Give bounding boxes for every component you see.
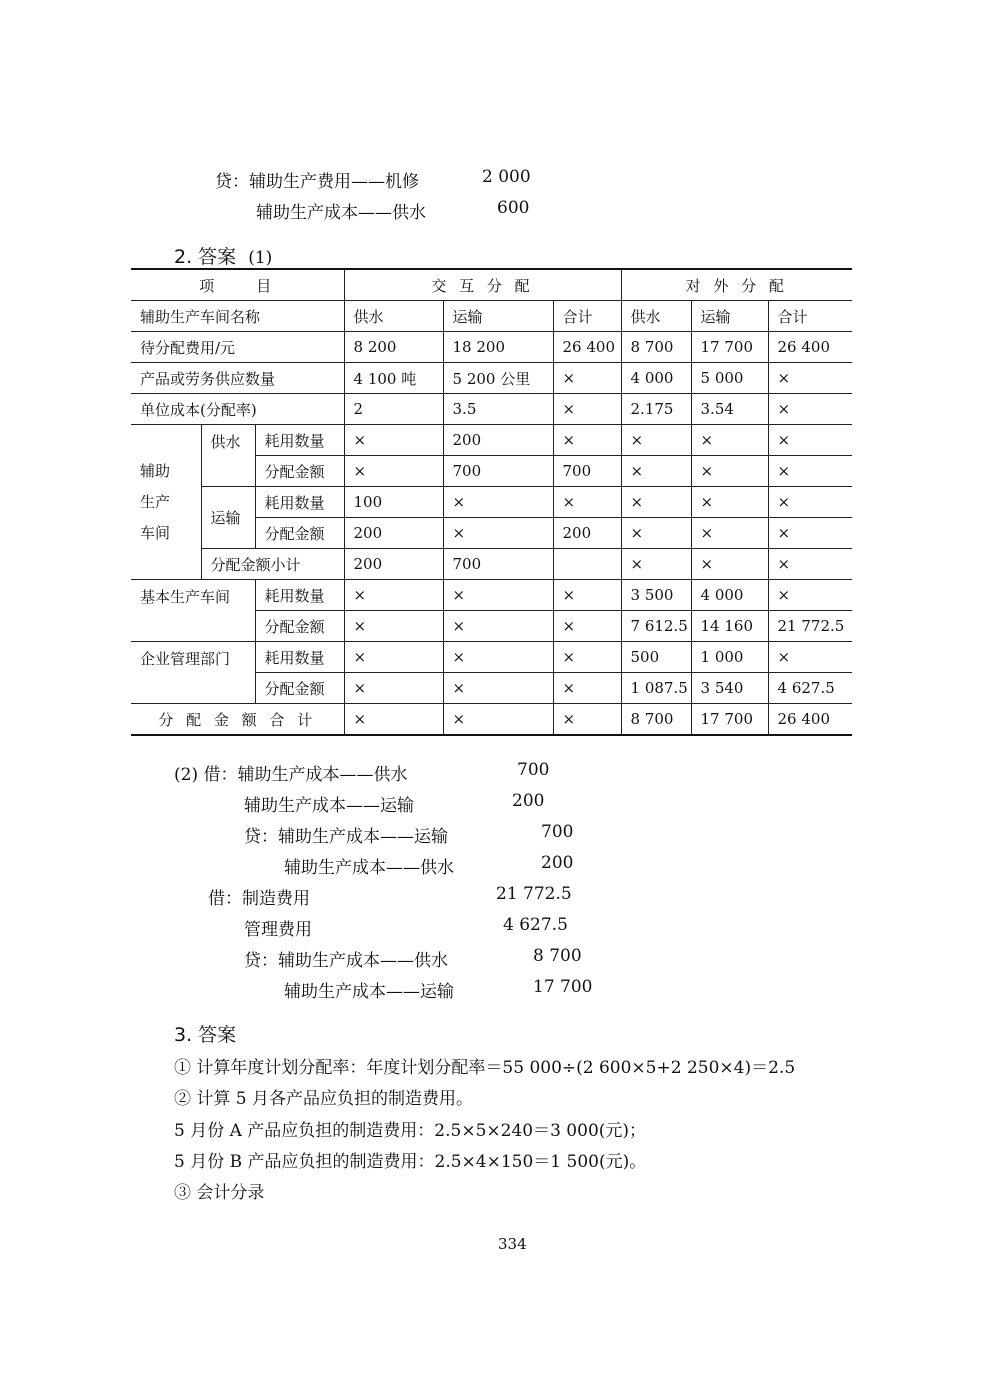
entry-label: 贷：辅助生产费用——机修 (215, 172, 419, 192)
table-cell: 5 200 公里 (443, 363, 553, 394)
table-cell: 8 700 (621, 704, 691, 736)
table-cell: 200 (344, 549, 443, 580)
row-label: 分配金额 (255, 518, 344, 549)
aux-workshop-group-label: 辅助 生产 车间 (131, 425, 201, 580)
table-cell: 合计 (553, 301, 621, 332)
journal-amount: 700 (541, 822, 574, 842)
section-heading (174, 242, 272, 269)
table-row (131, 363, 852, 394)
table-cell: 运输 (691, 301, 768, 332)
row-label: 耗用数量 (255, 487, 344, 518)
table-row (131, 332, 852, 363)
table-cell: × (344, 673, 443, 704)
journal-label: 借：制造费用 (208, 889, 310, 909)
table-cell: 4 000 (621, 363, 691, 394)
table-cell: 运输 (443, 301, 553, 332)
header-item: 项 目 (131, 269, 344, 301)
table-cell: × (443, 580, 553, 611)
journal-amount: 8 700 (533, 946, 582, 966)
table-cell: 200 (344, 518, 443, 549)
row-label: 耗用数量 (255, 580, 344, 611)
table-cell: 3.54 (691, 394, 768, 425)
table-cell: × (621, 456, 691, 487)
page-number: 334 (498, 1235, 527, 1253)
table-cell: 200 (553, 518, 621, 549)
table-cell: × (344, 611, 443, 642)
table-cell: × (553, 611, 621, 642)
table-row (131, 269, 852, 301)
table-cell: 700 (553, 456, 621, 487)
table-cell: × (691, 487, 768, 518)
table-cell: × (691, 549, 768, 580)
table-cell: 17 700 (691, 332, 768, 363)
table-cell: × (768, 642, 852, 673)
table-cell: × (553, 580, 621, 611)
table-cell: × (443, 673, 553, 704)
table-cell: 合计 (768, 301, 852, 332)
row-label: 分配金额 (255, 673, 344, 704)
journal-label: (2) 借：辅助生产成本——供水 (174, 765, 408, 785)
table-cell: 14 160 (691, 611, 768, 642)
journal-label: 辅助生产成本——运输 (284, 982, 454, 1002)
row-label: 分配金额小计 (201, 549, 344, 580)
table-cell: 3 500 (621, 580, 691, 611)
table-cell: × (443, 611, 553, 642)
row-label: 单位成本(分配率) (131, 394, 344, 425)
table-row (131, 425, 852, 456)
table-cell: 100 (344, 487, 443, 518)
row-label-basic-workshop: 基本生产车间 (131, 580, 255, 642)
journal-amount: 17 700 (533, 977, 593, 997)
allocation-table (131, 268, 852, 736)
header-mutual-allocation: 交 互 分 配 (344, 269, 621, 301)
table-cell: × (621, 518, 691, 549)
journal-amount: 700 (517, 760, 550, 780)
text-line: ③ 会计分录 (174, 1183, 265, 1203)
table-cell: × (344, 704, 443, 736)
table-cell: × (443, 518, 553, 549)
table-cell: × (443, 642, 553, 673)
table-row (131, 301, 852, 332)
journal-amount: 21 772.5 (496, 884, 572, 904)
table-cell: × (768, 549, 852, 580)
table-cell: × (691, 456, 768, 487)
table-cell: × (621, 425, 691, 456)
table-cell: 8 200 (344, 332, 443, 363)
table-cell: × (621, 487, 691, 518)
table-row (131, 549, 852, 580)
table-cell: 3.5 (443, 394, 553, 425)
table-cell: × (553, 704, 621, 736)
row-label: 产品或劳务供应数量 (131, 363, 344, 394)
table-cell: × (768, 487, 852, 518)
table-cell: × (553, 487, 621, 518)
table-cell: 4 627.5 (768, 673, 852, 704)
table-cell: × (553, 673, 621, 704)
row-label: 分配金额 (255, 611, 344, 642)
table-row (131, 487, 852, 518)
table-cell: × (443, 487, 553, 518)
table-cell: 700 (443, 456, 553, 487)
table-cell (553, 549, 621, 580)
table-cell: 18 200 (443, 332, 553, 363)
journal-label: 管理费用 (244, 920, 312, 940)
journal-label: 辅助生产成本——运输 (244, 796, 414, 816)
header-external-allocation: 对 外 分 配 (621, 269, 852, 301)
table-cell: 17 700 (691, 704, 768, 736)
section-title: 3. 答案 (174, 1024, 237, 1046)
row-label: 待分配费用/元 (131, 332, 344, 363)
table-cell: 供水 (344, 301, 443, 332)
table-cell: 3 540 (691, 673, 768, 704)
row-label-management-dept: 企业管理部门 (131, 642, 255, 704)
table-cell: 1 000 (691, 642, 768, 673)
table-cell: × (691, 518, 768, 549)
table-cell: × (553, 642, 621, 673)
table-cell: × (768, 518, 852, 549)
table-cell: 供水 (621, 301, 691, 332)
table-cell: × (553, 394, 621, 425)
table-cell: × (344, 425, 443, 456)
entry-amount: 600 (497, 198, 530, 218)
table-cell: 8 700 (621, 332, 691, 363)
table-row (131, 394, 852, 425)
table-cell: 1 087.5 (621, 673, 691, 704)
table-cell: × (621, 549, 691, 580)
table-cell: 26 400 (553, 332, 621, 363)
table-cell: 2.175 (621, 394, 691, 425)
table-row (131, 704, 852, 736)
sub-label-water: 供水 (201, 425, 255, 487)
table-cell: 26 400 (768, 704, 852, 736)
entry-label: 辅助生产成本——供水 (256, 203, 426, 223)
table-cell: 7 612.5 (621, 611, 691, 642)
table-cell: × (344, 580, 443, 611)
table-cell: × (691, 425, 768, 456)
journal-label: 辅助生产成本——供水 (284, 858, 454, 878)
table-cell: × (553, 425, 621, 456)
row-label-grand-total: 分 配 金 额 合 计 (131, 704, 344, 736)
table-cell: 4 000 (691, 580, 768, 611)
text-line: ② 计算 5 月各产品应负担的制造费用。 (174, 1089, 474, 1109)
table-cell: 4 100 吨 (344, 363, 443, 394)
table-cell: 2 (344, 394, 443, 425)
table-cell: × (443, 704, 553, 736)
row-label: 分配金额 (255, 456, 344, 487)
text-line: 5 月份 A 产品应负担的制造费用：2.5×5×240＝3 000(元)； (174, 1121, 647, 1141)
journal-amount: 200 (541, 853, 574, 873)
text-line: 5 月份 B 产品应负担的制造费用：2.5×4×150＝1 500(元)。 (174, 1152, 647, 1172)
sub-label-transport: 运输 (201, 487, 255, 549)
journal-amount: 200 (512, 791, 545, 811)
row-label: 辅助生产车间名称 (131, 301, 344, 332)
table-cell: × (768, 394, 852, 425)
journal-label: 贷：辅助生产成本——运输 (244, 827, 448, 847)
table-cell: × (768, 580, 852, 611)
table-cell: 21 772.5 (768, 611, 852, 642)
table-cell: × (344, 456, 443, 487)
table-cell: 26 400 (768, 332, 852, 363)
table-cell: × (768, 363, 852, 394)
journal-amount: 4 627.5 (503, 915, 568, 935)
table-cell: × (768, 425, 852, 456)
table-cell: 500 (621, 642, 691, 673)
table-row (131, 642, 852, 673)
table-cell: 200 (443, 425, 553, 456)
table-cell: × (553, 363, 621, 394)
table-cell: × (768, 456, 852, 487)
section-title: 2. 答案 (174, 246, 237, 268)
row-label: 耗用数量 (255, 642, 344, 673)
text-line: ① 计算年度计划分配率：年度计划分配率＝55 000÷(2 600×5+2 250×4)＝2.5 (174, 1058, 796, 1078)
table-cell: 5 000 (691, 363, 768, 394)
table-cell: 700 (443, 549, 553, 580)
section-subtitle: (1) (248, 248, 273, 268)
journal-label: 贷：辅助生产成本——供水 (244, 951, 448, 971)
table-row (131, 580, 852, 611)
entry-amount: 2 000 (482, 167, 531, 187)
row-label: 耗用数量 (255, 425, 344, 456)
table-cell: × (344, 642, 443, 673)
